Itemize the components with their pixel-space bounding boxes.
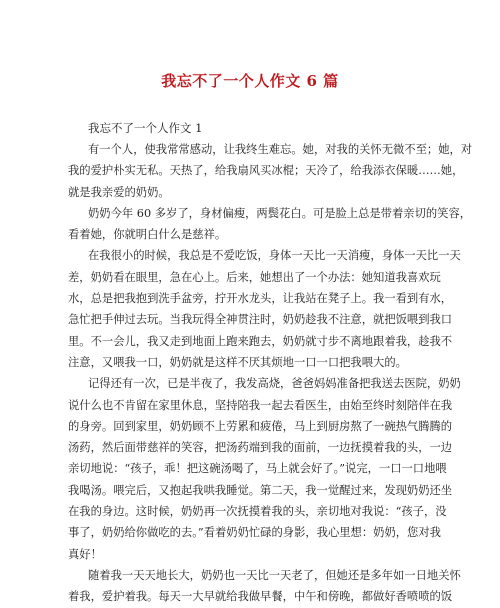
text-line: 真好！ [68,547,102,561]
essay-subheading: 我忘不了一个人作文 1 [88,121,203,135]
paragraph-2 [68,203,472,246]
text-line: 看着她，你就明白什么是慈祥。 [68,228,227,242]
text-line: 着我，爱护着我。每天一大早就给我做早餐，中午和傍晚，都做好香喷喷的饭 [68,590,453,604]
text-line: 里。不一会儿，我又走到地面上跑来跑去，奶奶就寸步不离地跟着我，趁我不 [68,334,453,348]
text-line: 说什么也不肯留在家里休息，坚持陪我一起去看医生，由始至终时刻陪伴在我 [68,398,453,412]
document-title: 我忘不了一个人作文 6 篇 [161,72,339,90]
text-line: 就是我亲爱的奶奶。 [68,185,170,199]
text-line: 急忙把手伸过去玩。当我玩得全神贯注时，奶奶趁我不注意，就把饭喂到我口 [68,313,453,327]
text-line: 我喝汤。喂完后，又抱起我哄我睡觉。第二天，我一觉醒过来，发现奶奶还坐 [68,483,453,497]
paragraph-4 [68,373,461,565]
paragraph-1 [68,139,473,203]
text-line: 随着我一天天地长大，奶奶也一天比一天老了，但她还是多年如一日地关怀 [88,568,461,582]
text-line: 注意，又喂我一口，奶奶就是这样不厌其烦地一口一口把我喂大的。 [68,355,407,369]
text-line: 在我很小的时候，我总是不爱吃饭，身体一天比一天消瘦，身体一天比一天 [88,249,461,263]
text-line: 事了，奶奶给你做吃的去。”看着奶奶忙碌的身影，我心里想：奶奶，您对我 [68,526,441,540]
paragraph-3 [68,245,461,373]
text-line: 的身旁。回到家里，奶奶顾不上劳累和疲倦，马上到厨房熬了一碗热气腾腾的 [68,419,453,433]
text-line: 有一个人，使我常常感动，让我终生难忘。她，对我的关怀无微不至；她，对 [88,143,473,156]
paragraph-5 [68,565,461,608]
text-line: 水，总是把我抱到洗手盆旁，拧开水龙头，让我站在凳子上。我一看到有水， [68,292,453,306]
essay-body [68,139,473,608]
text-line: 亲切地说：“孩子，乖！把这碗汤喝了，马上就会好了。”说完，一口一口地喂 [68,462,447,476]
text-line: 我的爱护朴实无私。天热了，给我扇风买冰棍；天冷了，给我添衣保暖……她， [68,164,464,178]
text-line: 汤药，然后面带慈祥的笑容，把汤药端到我的面前，一边抚摸着我的头，一边 [68,441,453,455]
text-line: 记得还有一次，已是半夜了，我发高烧，爸爸妈妈准备把我送去医院，奶奶 [88,377,461,391]
text-line: 奶奶今年 60 多岁了，身材偏瘦，两鬓花白。可是脸上总是带着亲切的笑容， [88,206,472,220]
text-line: 在我的身边。这时候，奶奶再一次抚摸着我的头，亲切地对我说：“孩子，没 [68,505,447,519]
text-line: 差，奶奶看在眼里，急在心上。后来，她想出了一个办法：她知道我喜欢玩 [68,270,441,284]
